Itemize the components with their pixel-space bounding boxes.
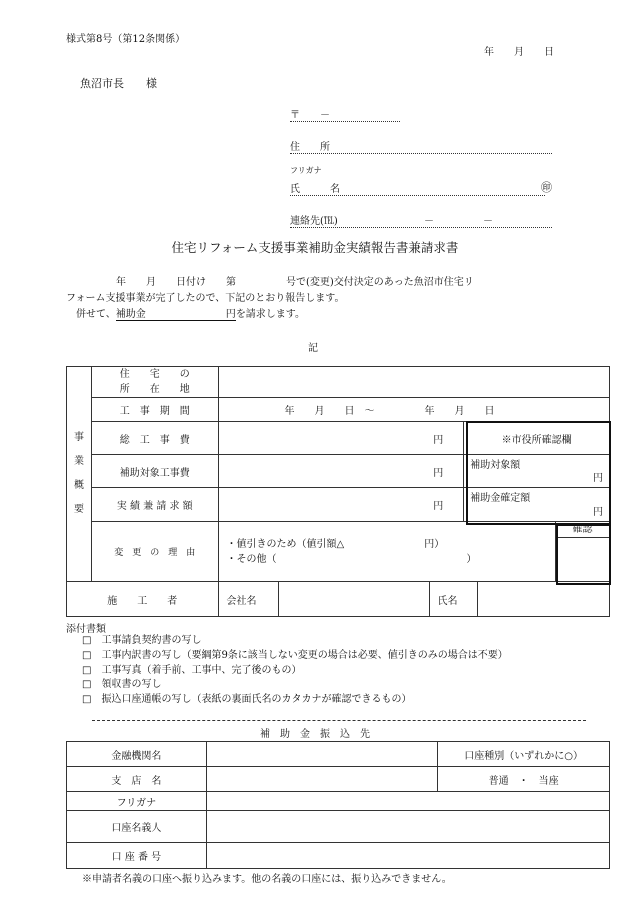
eligible-cost-label: 補助対象工事費 bbox=[91, 455, 218, 488]
person-label: 氏名 bbox=[430, 582, 478, 616]
addressee: 魚沼市長 様 bbox=[80, 77, 157, 90]
yen-unit: 円 bbox=[593, 473, 603, 484]
claim-prefix: 併せて、 bbox=[66, 309, 116, 320]
claim-suffix: を請求します。 bbox=[235, 309, 306, 320]
institution-label: 金融機関名 bbox=[67, 742, 207, 767]
claim-amount-field[interactable]: 補助金 円 bbox=[115, 309, 236, 320]
attachment-item[interactable]: □ 工事内訳書の写し（要綱第9条に該当しない変更の場合は必要、値引きのみの場合は不要） bbox=[82, 649, 508, 661]
claim-line bbox=[66, 305, 305, 320]
seal-mark: ㊞ bbox=[541, 181, 552, 194]
contractor-cell bbox=[218, 582, 609, 617]
side-label: 事業概要 bbox=[73, 432, 84, 515]
person-input[interactable] bbox=[478, 582, 609, 616]
reason-label: 変 更 の 理 由 bbox=[91, 522, 218, 582]
period-input[interactable]: 年 月 日 ～ 年 月 日 bbox=[218, 398, 609, 422]
reason-discount: ・値引きのため（値引額△ 円） bbox=[226, 538, 445, 550]
period-label: 工 事 期 間 bbox=[91, 398, 218, 422]
institution-input[interactable] bbox=[206, 742, 438, 767]
account-type-label: 口座種別（いずれかに○） bbox=[438, 742, 610, 767]
address-label bbox=[91, 367, 218, 398]
yen-unit: 円 bbox=[433, 434, 444, 446]
attachment-item[interactable]: □ 領収書の写し bbox=[82, 679, 162, 691]
bank-table bbox=[66, 741, 610, 869]
furigana-input[interactable] bbox=[206, 792, 609, 811]
form-number: 様式第8号（第12条関係） bbox=[66, 34, 186, 45]
claim-amount-input[interactable] bbox=[218, 488, 464, 522]
eligible-cost-input[interactable] bbox=[218, 455, 464, 488]
total-cost-input bbox=[218, 422, 464, 455]
contractor-label: 施 工 者 bbox=[67, 582, 219, 617]
body-line: フォーム支援事業が完了したので、下記のとおり報告します。 bbox=[66, 293, 345, 304]
address-label-line2: 所 在 地 bbox=[119, 384, 190, 395]
reason-other: ・その他（ ） bbox=[226, 553, 477, 565]
attachment-item[interactable]: □ 工事写真（着手前、工事中、完了後のもの） bbox=[82, 664, 302, 676]
company-input[interactable] bbox=[279, 582, 430, 616]
total-cost-label: 総 工 事 費 bbox=[91, 422, 218, 455]
yen-unit: 円 bbox=[433, 501, 444, 512]
side-label-cell bbox=[67, 367, 92, 582]
contact-field[interactable] bbox=[290, 212, 552, 228]
account-number-input[interactable] bbox=[206, 843, 609, 869]
yen-unit: 円 bbox=[593, 507, 603, 518]
confirm-frame bbox=[556, 524, 611, 585]
name-field[interactable]: 氏 名 bbox=[290, 180, 545, 196]
city-confirmed-label: 補助金確定額 bbox=[470, 493, 531, 504]
city-check-frame bbox=[466, 421, 611, 525]
document-title: 住宅リフォーム支援事業補助金実績報告書兼請求書 bbox=[171, 240, 459, 255]
divider bbox=[92, 720, 586, 721]
attachment-item[interactable]: □ 工事請負契約書の写し bbox=[82, 635, 202, 646]
branch-label: 支 店 名 bbox=[67, 767, 207, 792]
attachment-item[interactable]: □ 振込口座通帳の写し（表紙の裏面氏名のカタカナが確認できるもの） bbox=[82, 694, 412, 706]
account-number-label: 口 座 番 号 bbox=[67, 843, 207, 869]
city-eligible-label: 補助対象額 bbox=[470, 460, 521, 471]
contact-separator: － bbox=[483, 216, 493, 227]
holder-label: 口座名義人 bbox=[67, 811, 207, 843]
bank-note: ※申請者名義の口座へ振り込みます。他の名義の口座には、振り込みできません。 bbox=[82, 874, 452, 885]
body-line: 年 月 日付け 第 号で(変更)交付決定のあった魚沼市住宅リ bbox=[66, 277, 474, 288]
attachments-list bbox=[82, 634, 508, 708]
holder-input[interactable] bbox=[206, 811, 609, 843]
furigana-label: フリガナ bbox=[67, 792, 207, 811]
postal-code-field[interactable]: 〒 － bbox=[290, 106, 400, 122]
account-type-options[interactable]: 普通 ・ 当座 bbox=[438, 767, 610, 792]
reason-input[interactable] bbox=[218, 522, 556, 582]
address-label-line1: 住 宅 の bbox=[119, 369, 190, 380]
bank-title: 補 助 金 振 込 先 bbox=[260, 729, 370, 740]
yen-unit: 円 bbox=[433, 467, 444, 479]
attachments-title: 添付書類 bbox=[66, 624, 106, 635]
confirm-label: 確認 bbox=[556, 522, 609, 538]
company-label: 会社名 bbox=[219, 582, 279, 616]
furigana-label: フリガナ bbox=[290, 166, 322, 175]
address-field[interactable]: 住 所 bbox=[290, 138, 552, 154]
project-address-input[interactable] bbox=[218, 367, 609, 398]
contact-separator: － bbox=[424, 216, 434, 227]
city-check-title: ※市役所確認欄 bbox=[464, 422, 610, 455]
claim-amount-label: 実 績 兼 請 求 額 bbox=[91, 488, 218, 522]
ki-heading: 記 bbox=[308, 343, 318, 354]
date-field[interactable]: 年 月 日 bbox=[484, 47, 554, 58]
contact-label: 連絡先(℡) bbox=[290, 216, 338, 227]
branch-input[interactable] bbox=[206, 767, 438, 792]
